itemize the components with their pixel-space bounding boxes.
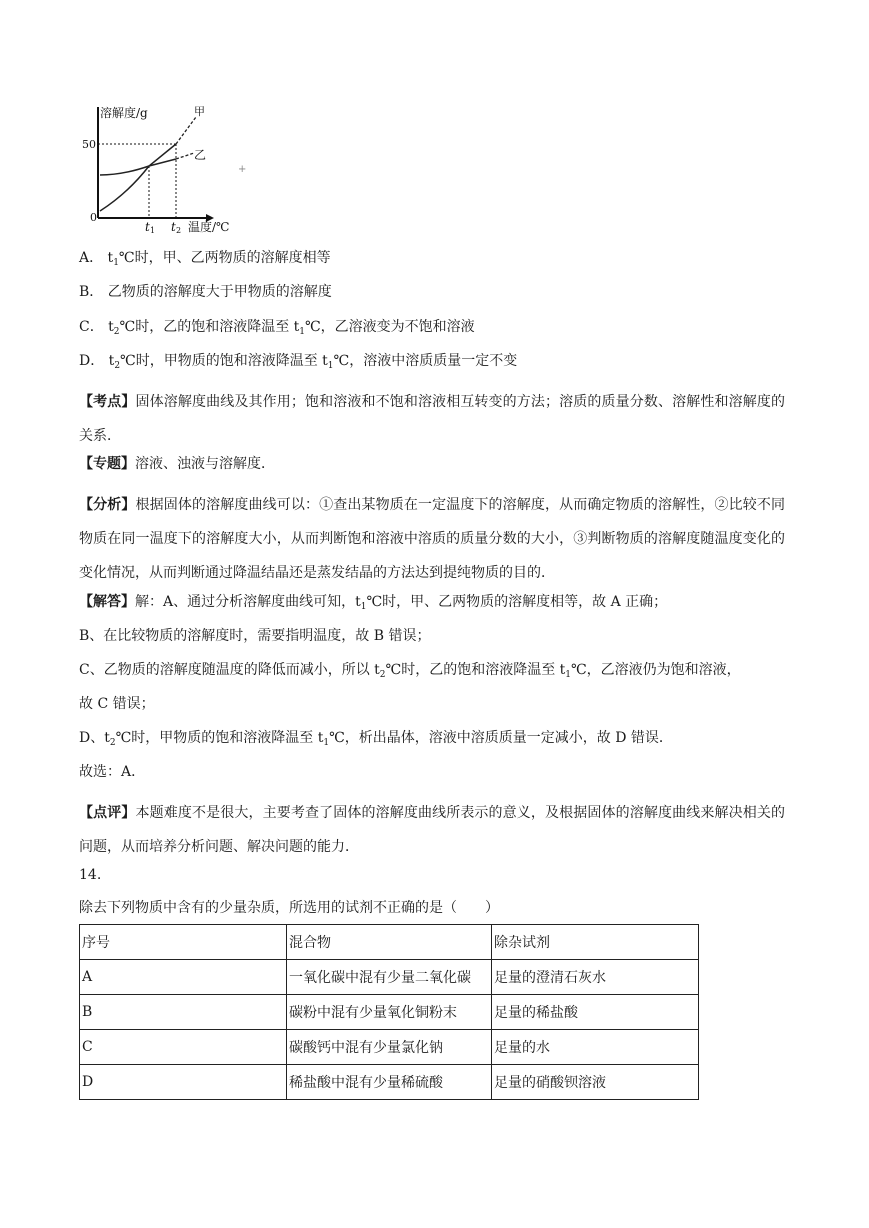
- option-d: D． $t_2℃$时，甲物质的饱和溶液降温至 $t_1℃$，溶液中溶质质量一定不变: [79, 353, 518, 371]
- fenxi-section: 【分析】根据固体的溶解度曲线可以：①查出某物质在一定温度下的溶解度，从而确定物质的溶解性，②比较不同物质在同一温度下的溶解度大小，从而判断饱和溶液中溶质的质量分数的大小，③判断物质的溶解度随温度变化的变化情况，从而判断通过降温结晶还是蒸发结晶的方法达到提纯物质的目的．: [79, 497, 786, 581]
- table-cell: 碳酸钙中混有少量氯化钠: [286, 1030, 491, 1065]
- x-tick-t2-sub: 2: [176, 226, 182, 235]
- question-number: 14.: [79, 867, 102, 883]
- jieda-answer: 故选：A．: [79, 764, 146, 780]
- table-row: [80, 960, 699, 995]
- table-cell: 稀盐酸中混有少量稀硫酸: [286, 1065, 491, 1100]
- jieda-line-5: D、$t_2℃$时，甲物质的饱和溶液降温至 $t_1℃$，析出晶体，溶液中溶质质量一定减小，故 D 错误．: [79, 730, 673, 748]
- table-header-row: [80, 925, 699, 960]
- kaodian-section: 【考点】固体溶解度曲线及其作用；饱和溶液和不饱和溶液相互转变的方法；溶质的质量分数、溶解性和溶解度的关系．: [79, 394, 786, 444]
- jieda-line-2: B、在比较物质的溶解度时，需要指明温度，故 B 错误；: [79, 628, 431, 644]
- option-c: C． $t_2℃$时，乙的饱和溶液降温至 $t_1℃$，乙溶液变为不饱和溶液: [79, 319, 475, 337]
- table-cell: 足量的水: [491, 1030, 698, 1065]
- x-tick-t2: t: [171, 220, 176, 234]
- jieda-line-4: 故 C 错误；: [79, 696, 155, 712]
- x-tick-t1-sub: 1: [150, 226, 156, 235]
- table-cell: C: [80, 1030, 287, 1065]
- option-b: B． 乙物质的溶解度大于甲物质的溶解度: [79, 284, 332, 300]
- zhuanti-section: 【专题】溶液、浊液与溶解度．: [79, 456, 275, 472]
- table-cell: B: [80, 995, 287, 1030]
- solubility-graph: [82, 103, 240, 235]
- y-axis-label: 溶解度/g: [100, 106, 148, 120]
- jieda-line-3: C、乙物质的溶解度随温度的降低而减小，所以 $t_2℃$时，乙的饱和溶液降温至 $t_1℃$，乙溶液仍为饱和溶液，: [79, 662, 741, 680]
- table-cell: D: [80, 1065, 287, 1100]
- y-tick-50: 50: [82, 138, 96, 151]
- table-header-cell: 除杂试剂: [491, 925, 698, 960]
- table-header-cell: 序号: [80, 925, 287, 960]
- table-row: [80, 1030, 699, 1065]
- curve-jia-label: 甲: [194, 105, 205, 118]
- impurity-table: [79, 924, 699, 1100]
- table-cell: 一氧化碳中混有少量二氧化碳: [286, 960, 491, 995]
- table-row: [80, 995, 699, 1030]
- option-a: A． $t_1℃$时，甲、乙两物质的溶解度相等: [79, 250, 331, 268]
- curve-yi-label: 乙: [194, 148, 207, 162]
- table-cell: 足量的稀盐酸: [491, 995, 698, 1030]
- x-tick-t1: t: [145, 220, 150, 234]
- question-stem: 除去下列物质中含有的少量杂质，所选用的试剂不正确的是（ ）: [79, 900, 499, 916]
- curve-yi: [100, 159, 176, 175]
- side-mark: +: [238, 164, 247, 175]
- table-cell: 足量的澄清石灰水: [491, 960, 698, 995]
- table-cell: A: [80, 960, 287, 995]
- curve-jia-extension: [176, 117, 196, 144]
- origin-label: 0: [90, 211, 97, 224]
- table-header-cell: 混合物: [286, 925, 491, 960]
- dianping-section: 【点评】本题难度不是很大，主要考查了固体的溶解度曲线所表示的意义，及根据固体的溶解度曲线来解决相关的问题，从而培养分析问题、解决问题的能力．: [79, 805, 786, 855]
- solubility-graph-svg: [82, 103, 240, 235]
- table-cell: 足量的硝酸钡溶液: [491, 1065, 698, 1100]
- table-cell: 碳粉中混有少量氧化铜粉末: [286, 995, 491, 1030]
- curve-jia: [100, 144, 176, 211]
- curve-yi-extension: [176, 153, 194, 159]
- table-row: [80, 1065, 699, 1100]
- jieda-line-1: 【解答】解：A、通过分析溶解度曲线可知，$t_1℃$时，甲、乙两物质的溶解度相等，故 A 正确；: [79, 594, 668, 612]
- x-axis-label: 温度/℃: [188, 220, 230, 234]
